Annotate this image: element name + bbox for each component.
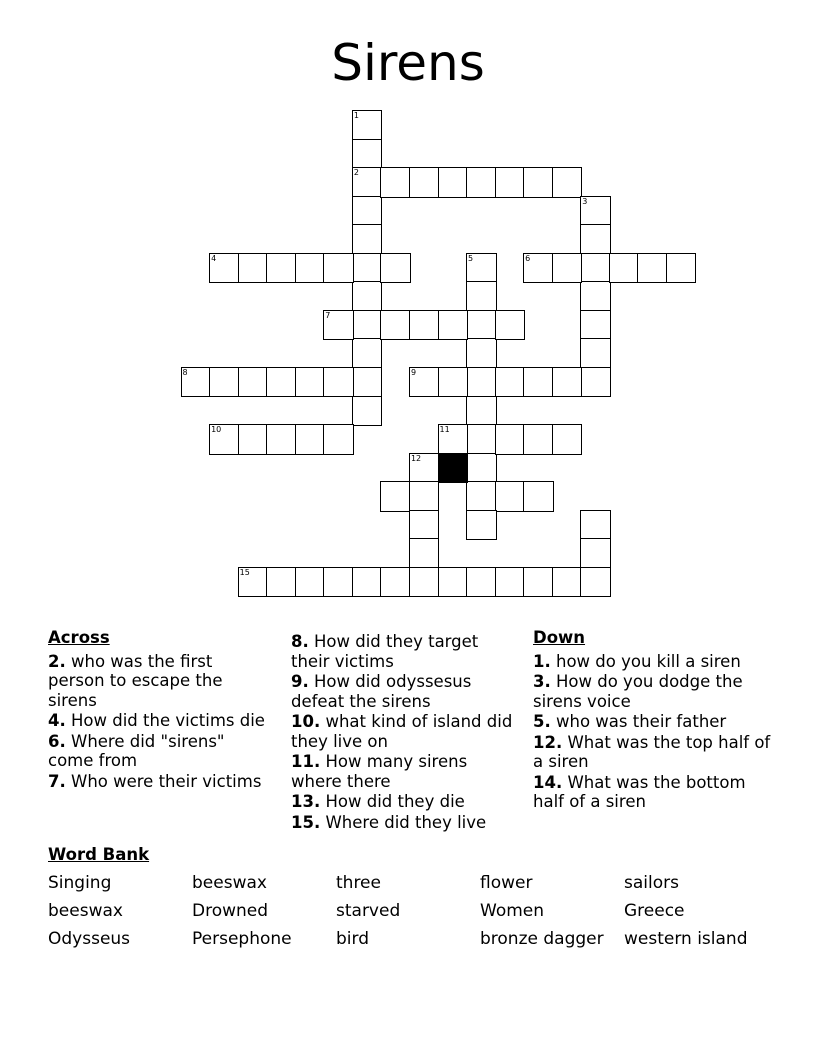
clue-number-label: 1.	[533, 651, 551, 671]
grid-cell[interactable]	[323, 367, 354, 398]
grid-cell[interactable]	[552, 367, 583, 398]
word-bank-heading: Word Bank	[48, 845, 150, 864]
grid-cell[interactable]	[380, 310, 411, 341]
grid-cell[interactable]	[266, 424, 297, 455]
clue-text: who was their father	[556, 712, 727, 731]
word-bank-item: western island	[624, 929, 748, 949]
grid-cell[interactable]	[666, 253, 697, 284]
clue-number-label: 12.	[533, 732, 563, 752]
down-clues	[533, 628, 773, 813]
clue-number: 4	[211, 253, 217, 263]
down-heading: Down	[533, 628, 586, 647]
clue-number-label: 2.	[48, 651, 66, 671]
grid-cell[interactable]	[580, 367, 611, 398]
clue-number-label: 6.	[48, 731, 66, 751]
grid-cell[interactable]	[466, 367, 497, 398]
grid-cell[interactable]	[266, 567, 297, 598]
black-cell[interactable]	[438, 453, 469, 484]
clue-number-label: 10.	[291, 712, 321, 731]
grid-cell[interactable]	[380, 567, 411, 598]
grid-cell[interactable]	[409, 310, 440, 341]
grid-cell[interactable]	[580, 510, 611, 541]
grid-cell[interactable]	[380, 253, 411, 284]
grid-cell[interactable]	[295, 253, 326, 284]
grid-cell[interactable]	[466, 338, 497, 369]
grid-cell[interactable]	[380, 481, 411, 512]
word-bank-item: beeswax	[48, 901, 123, 921]
grid-cell[interactable]	[466, 424, 497, 455]
clue-text: How did they target their victims	[291, 632, 479, 671]
clue-number: 1	[353, 111, 359, 120]
grid-cell[interactable]	[266, 367, 297, 398]
grid-cell[interactable]	[295, 367, 326, 398]
grid-cell[interactable]	[580, 310, 611, 341]
grid-cell[interactable]	[580, 196, 611, 227]
grid-cell[interactable]	[409, 481, 440, 512]
grid-cell[interactable]	[238, 424, 269, 455]
down-clue	[533, 712, 773, 732]
grid-cell[interactable]	[438, 567, 469, 598]
clue-number: 2	[353, 168, 359, 178]
grid-cell[interactable]	[409, 367, 440, 398]
clue-number: 10	[211, 425, 222, 435]
word-bank-item: Women	[480, 901, 545, 921]
clue-number-label: 7.	[48, 771, 66, 791]
grid-cell[interactable]	[466, 253, 497, 284]
clue-number-label: 5.	[533, 712, 551, 731]
grid-cell[interactable]	[409, 538, 440, 569]
clue-number-label: 13.	[291, 792, 321, 811]
word-bank-item: starved	[336, 901, 401, 921]
grid-cell[interactable]	[523, 367, 554, 398]
down-clue	[533, 773, 773, 812]
across-clue	[291, 792, 516, 812]
across-clues-continued	[291, 632, 516, 833]
grid-cell[interactable]	[266, 253, 297, 284]
grid-cell[interactable]	[352, 310, 383, 341]
across-clue	[291, 813, 516, 833]
grid-cell[interactable]	[352, 224, 383, 255]
grid-cell[interactable]	[323, 310, 354, 341]
word-bank-item: Singing	[48, 873, 112, 893]
clue-text: What was the top half of a siren	[533, 732, 771, 771]
clue-number-label: 9.	[291, 672, 309, 691]
clue-number-label: 14.	[533, 772, 563, 792]
clue-number: 5	[468, 253, 474, 263]
grid-cell[interactable]	[352, 367, 383, 398]
clue-number-label: 15.	[291, 812, 321, 832]
grid-cell[interactable]	[466, 510, 497, 541]
grid-cell[interactable]	[552, 567, 583, 598]
grid-cell[interactable]	[523, 424, 554, 455]
clue-text: Where did they live	[325, 812, 487, 832]
grid-cell[interactable]	[409, 510, 440, 541]
word-bank-item: Drowned	[192, 901, 269, 921]
grid-cell[interactable]	[209, 367, 240, 398]
grid-cell[interactable]	[438, 167, 469, 198]
across-clue	[48, 732, 273, 771]
grid-cell[interactable]	[552, 167, 583, 198]
grid-cell[interactable]	[466, 567, 497, 598]
grid-cell[interactable]	[466, 453, 497, 484]
across-clue	[48, 772, 273, 792]
grid-cell[interactable]	[238, 567, 269, 598]
grid-cell[interactable]	[380, 167, 411, 198]
grid-cell[interactable]	[352, 396, 383, 427]
clue-text: How many sirens where there	[291, 752, 468, 791]
clue-number-label: 11.	[291, 752, 321, 771]
across-heading: Across	[48, 628, 110, 647]
grid-cell[interactable]	[609, 253, 640, 284]
page-title: Sirens	[331, 34, 485, 92]
grid-cell[interactable]	[466, 167, 497, 198]
clue-number: 12	[410, 453, 422, 463]
grid-cell[interactable]	[352, 196, 383, 227]
clue-text: How did they die	[325, 792, 465, 811]
clue-text: who was the first person to escape the sirens	[48, 651, 223, 710]
grid-cell[interactable]	[409, 453, 440, 484]
grid-cell[interactable]	[209, 424, 240, 455]
grid-cell[interactable]	[181, 367, 212, 398]
grid-cell[interactable]	[352, 338, 383, 369]
word-bank-item: Greece	[624, 901, 685, 921]
grid-cell[interactable]	[580, 253, 611, 284]
grid-cell[interactable]	[637, 253, 668, 284]
grid-cell[interactable]	[495, 424, 526, 455]
grid-cell[interactable]	[495, 567, 526, 598]
clue-number: 9	[410, 367, 417, 377]
grid-cell[interactable]	[352, 253, 383, 284]
clue-number: 6	[525, 253, 531, 263]
grid-cell[interactable]	[466, 396, 497, 427]
down-clue	[533, 733, 773, 772]
grid-cell[interactable]	[466, 481, 497, 512]
word-bank-item: Persephone	[192, 929, 292, 949]
word-bank-item: bird	[336, 929, 369, 949]
grid-cell[interactable]	[352, 281, 383, 312]
clue-number-label: 3.	[533, 672, 551, 691]
clue-text: How did the victims die	[71, 711, 265, 730]
across-clues	[48, 628, 273, 792]
grid-cell[interactable]	[495, 367, 526, 398]
grid-cell[interactable]	[438, 310, 469, 341]
grid-cell[interactable]	[580, 538, 611, 569]
clue-number: 8	[182, 367, 188, 377]
grid-cell[interactable]	[495, 310, 526, 341]
grid-cell[interactable]	[466, 281, 497, 312]
grid-cell[interactable]	[352, 110, 383, 141]
clue-text: Who were their victims	[71, 771, 262, 791]
down-clue	[533, 652, 773, 672]
word-bank-item: three	[336, 873, 381, 893]
word-bank-item: beeswax	[192, 873, 267, 893]
grid-cell[interactable]	[323, 567, 354, 598]
grid-cell[interactable]	[495, 167, 526, 198]
grid-cell[interactable]	[580, 338, 611, 369]
grid-cell[interactable]	[580, 567, 611, 598]
down-clue	[533, 672, 773, 711]
grid-cell[interactable]	[466, 310, 497, 341]
clue-number: 3	[582, 196, 588, 206]
grid-cell[interactable]	[352, 567, 383, 598]
word-bank-item: sailors	[624, 873, 679, 893]
grid-cell[interactable]	[352, 139, 383, 170]
grid-cell[interactable]	[580, 224, 611, 255]
clue-text: Where did "sirens" come from	[48, 731, 225, 770]
word-bank-item: flower	[480, 873, 533, 893]
grid-cell[interactable]	[238, 253, 269, 284]
grid-cell[interactable]	[209, 253, 240, 284]
clue-text: How did odyssesus defeat the sirens	[291, 672, 472, 711]
clue-number-label: 4.	[48, 711, 66, 730]
grid-cell[interactable]	[495, 481, 526, 512]
word-bank-item: bronze dagger	[480, 929, 604, 949]
across-clue	[48, 711, 273, 731]
across-clue	[291, 672, 516, 711]
grid-cell[interactable]	[352, 167, 383, 198]
grid-cell[interactable]	[438, 424, 469, 455]
across-clue	[291, 712, 516, 751]
grid-cell[interactable]	[323, 253, 354, 284]
grid-cell[interactable]	[409, 567, 440, 598]
across-clue	[291, 632, 516, 671]
clue-text: how do you kill a siren	[556, 651, 741, 671]
grid-cell[interactable]	[523, 167, 554, 198]
grid-cell[interactable]	[323, 424, 354, 455]
grid-cell[interactable]	[523, 481, 554, 512]
grid-cell[interactable]	[523, 253, 554, 284]
clue-text: What was the bottom half of a siren	[533, 772, 746, 811]
grid-cell[interactable]	[552, 424, 583, 455]
grid-cell[interactable]	[238, 367, 269, 398]
grid-cell[interactable]	[409, 167, 440, 198]
clue-number-label: 8.	[291, 632, 309, 651]
grid-cell[interactable]	[580, 281, 611, 312]
grid-cell[interactable]	[552, 253, 583, 284]
clue-number: 7	[325, 310, 331, 320]
grid-cell[interactable]	[438, 367, 469, 398]
clue-number: 15	[239, 567, 250, 577]
grid-cell[interactable]	[295, 424, 326, 455]
clue-number: 11	[439, 425, 450, 435]
grid-cell[interactable]	[295, 567, 326, 598]
clue-text: what kind of island did they live on	[291, 712, 513, 751]
across-clue	[48, 652, 273, 711]
clue-text: How do you dodge the sirens voice	[533, 672, 743, 711]
grid-cell[interactable]	[523, 567, 554, 598]
across-clue	[291, 752, 516, 791]
word-bank-item: Odysseus	[48, 929, 131, 949]
